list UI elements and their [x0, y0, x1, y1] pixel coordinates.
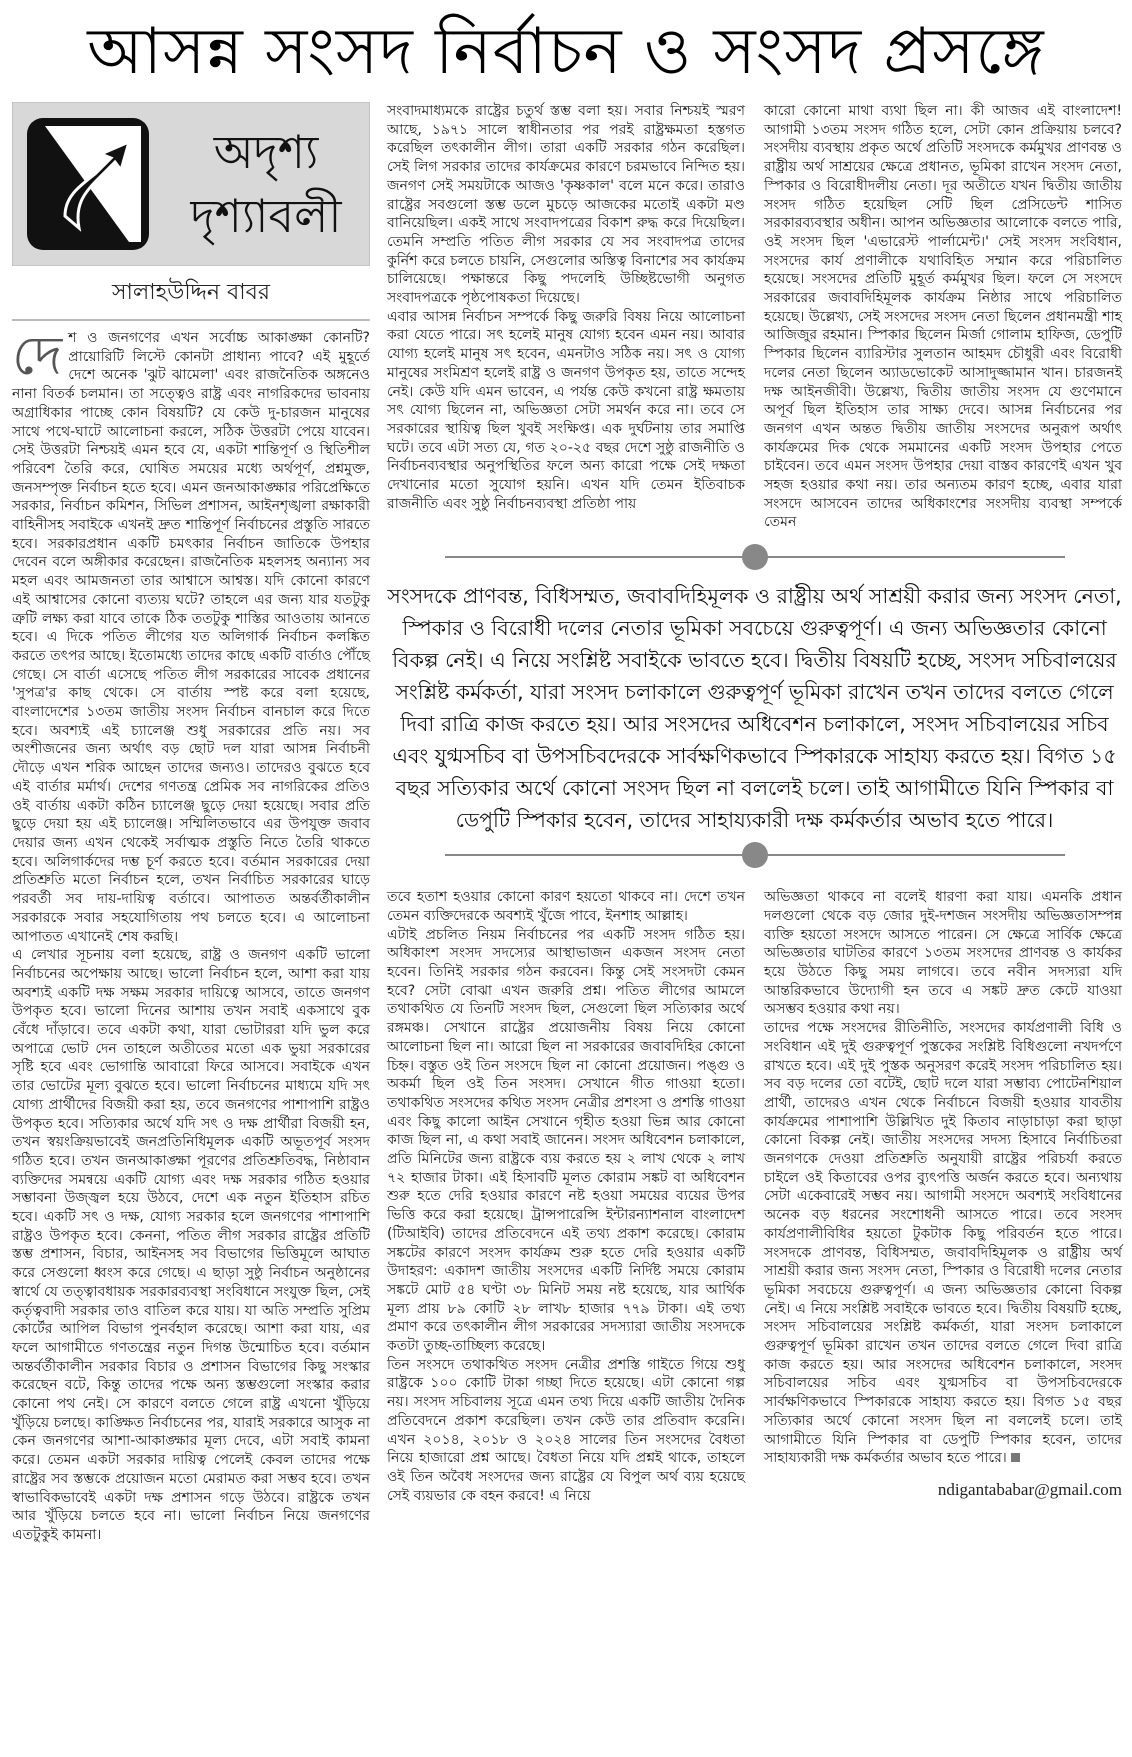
- logo-line-2: দৃশ্যাবলী: [190, 189, 342, 243]
- paragraph: তিন সংসদে তথাকথিত সংসদ নেত্রীর প্রশস্তি গাইতে গিয়ে শুধু রাষ্ট্রকে ১০০ কোটি টাকা গচ্ছা দিতে হয়েছে। এটা কোনো গল্প নয়। সংসদ সচিবালয় সূত্রে এমন তথ্য দিয়ে একটি জাতীয় দৈনিক প্রতিবেদনে প্রকাশ করেছিল। তখন কেউ তার প্রতিবাদ করেনি। এখন ২০১৪, ২০১৮ ও ২০২৪ সালের তিন সংসদের বৈধতা নিয়ে হাজারো প্রশ্ন আছে। বৈধতা নিয়ে যদি প্রশ্নই থাকে, তাহলে ওই তিন অবৈধ সংসদের জন্য রাষ্ট্রের যে বিপুল অর্থ ব্যয় হয়েছে সেই ব্যয়ভার কে বহন করবে! এ নিয়ে: [387, 1356, 745, 1504]
- top-columns: [387, 102, 1122, 532]
- column-logo-text: [175, 120, 357, 249]
- pull-quote: সংসদকে প্রাণবন্ত, বিধিসম্মত, জবাবদিহিমূলক ও রাষ্ট্রীয় অর্থ সাশ্রয়ী করার জন্য সংসদ নেতা, স্পিকার ও বিরোধী দলের নেতার ভূমিকা সবচেয়ে গুরুত্বপূর্ণ। এ জন্য অভিজ্ঞতার কোনো বিকল্প নেই। এ নিয়ে সংশ্লিষ্ট সবাইকে ভাবতে হবে। দ্বিতীয় বিষয়টি হচ্ছে, সংসদ সচিবালয়ের সংশ্লিষ্ট কর্মকর্তা, যারা সংসদ চলাকালে গুরুত্বপূর্ণ ভূমিকা রাখেন তখন তাদের বলতে গেলে দিবা রাত্রি কাজ করতে হয়। আর সংসদের অধিবেশন চলাকালে, সংসদ সচিবালয়ের সচিব এবং যুগ্মসচিব বা উপসচিবদেরকে সার্বক্ষণিকভাবে স্পিকারকে সাহায্য করতে হয়। বিগত ১৫ বছর সত্যিকার অর্থে কোনো সংসদ ছিল না বললেই চলে। তাই আগামীতে যিনি স্পিকার বা ডেপুটি স্পিকার হবেন, তাদের সাহায্যকারী দক্ষ কর্মকর্তার অভাব হতে পারে।: [387, 584, 1122, 833]
- article-column-right-bottom: [764, 888, 1122, 1468]
- article-column-left: [12, 324, 370, 1545]
- paragraph: [12, 324, 370, 946]
- column-logo: [12, 102, 370, 266]
- article-column-middle-top: [387, 102, 745, 513]
- paragraph: সংবাদমাধ্যমকে রাষ্ট্রের চতুর্থ স্তম্ভ বলা হয়। সবার নিশ্চয়ই স্মরণ আছে, ১৯৭১ সালে স্বাধীনতার পর পরই রাষ্ট্রক্ষমতা হস্তগত করেছিল তৎকালীন লীগ। তারা একটি সরকার গঠন করেছিল। সেই লিগ সরকার তাদের কার্যক্রমের কারণে চরমভাবে নিন্দিত হয়। জনগণ সেই সময়টাকে আজও 'কৃষ্ণকাল' বলে মনে করে। তারাও রাষ্ট্রের সবগুলো স্তম্ভ ডলে মুচড়ে আজকের মতোই একটা মণ্ড বানিয়েছিল। একই সাথে সংবাদপত্রের বিকাশ রুদ্ধ করে দিয়েছিল। তেমনি সম্প্রতি পতিত লীগ সরকার যে সব সংবাদপত্র তাদের কুর্নিশ করে চলতে চায়নি, সেগুলোর অস্তিত্ব বিনাশের সব কার্যক্রম চালিয়েছে। পক্ষান্তরে কিছু পদলেহি উচ্ছিষ্টভোগী অনুগত সংবাদপত্রকে পৃষ্ঠপোষকতা দিয়েছে।: [387, 103, 745, 307]
- paragraph: অভিজ্ঞতা থাকবে না বলেই ধারণা করা যায়। এমনকি প্রধান দলগুলো থেকে বড় জোর দুই-দশজন সংসদীয় অভিজ্ঞতাসম্পন্ন ব্যক্তি হয়তো সংসদে আসতে পারেন। সে ক্ষেত্রে সার্বিক ক্ষেত্রে অভিজ্ঞতার ঘাটতির কারণে ১৩তম সংসদের প্রাণবন্ত ও কার্যকর হয়ে উঠতে কিছু সময় লাগবে। তবে নবীন সদস্যরা যদি আন্তরিকভাবে উদ্যোগী হন তবে এ সঙ্কট দ্রুত কেটে যাওয়া অসম্ভব হওয়ার কথা নয়।: [764, 889, 1122, 1018]
- author-byline: সালাহউদ্দিন বাবর: [111, 280, 271, 305]
- pull-quote-divider-top: [445, 556, 1065, 558]
- logo-line-1: অদৃশ্য: [213, 124, 319, 179]
- byline-divider: [12, 319, 370, 321]
- article-column-middle-bottom: [387, 888, 745, 1505]
- article-column-right-top: [764, 102, 1122, 532]
- divider-dot-icon: [742, 842, 768, 868]
- arrow-logo-icon: [25, 116, 151, 252]
- paragraph: এ লেখার সূচনায় বলা হয়েছে, রাষ্ট্র ও জনগণ একটি ভালো নির্বাচনের অপেক্ষায় আছে। ভালো নির্বাচন হলে, আশা করা যায় অবশ্যই একটি দক্ষ সক্ষম সরকার দায়িত্বে আসবে, তাতে জনগণ উপকৃত হবে। ভালো দিনের আশায় তখন সবাই একসাথে বুক বেঁধে দাঁড়াবে। তবে একটা কথা, যারা ভোটাররা যদি ভুল করে অপাত্রে ভোট দেন তাহলে অতীতের মতো এক ভুয়া সরকারের সৃষ্টি হবে এবং ভোগান্তি আবারো ফিরে আসবে। সবাইকে এখন তার ভোটের মূল্য বুঝতে হবে। ভালো নির্বাচনের মাধ্যমে যদি সৎ যোগ্য প্রার্থীদের বিজয়ী করা হয়, তবে জনগণের পাশাপাশি রাষ্ট্রও উপকৃত হবে। সত্যিকার অর্থে যদি সৎ ও দক্ষ প্রার্থীরা বিজয়ী হন, তখন স্বয়ংক্রিয়ভাবেই জনপ্রতিনিধিমূলক একটি অভূতপূর্ব সংসদ গঠিত হবে। তখন জনআকাঙ্ক্ষা পূরণের প্রতিশ্রুতিবদ্ধ, নিষ্ঠাবান ব্যক্তিদের সমন্বয়ে একটি যোগ্য এবং দক্ষ সরকার গঠিত হওয়ার সম্ভাবনা উজ্জ্বল হয়ে উঠবে, দেশে এক নতুন ইতিহাস রচিত হবে। একটি সৎ ও দক্ষ, যোগ্য সরকার হলে জনগণের পাশাপাশি রাষ্ট্রও উপকৃত হবে। কেননা, পতিত লীগ সরকার রাষ্ট্রের প্রতিটি স্তম্ভ প্রশাসন, বিচার, আইনসহ সব বিভাগের ভিত্তিমূলে আঘাত করে সেগুলো ধ্বংস করে গেছে। এ ছাড়া সুষ্ঠু নির্বাচন অনুষ্ঠানের স্বার্থে যে তত্ত্বাবধায়ক সরকারব্যবস্থা সংবিধানে সংযুক্ত ছিল, সেই কর্তৃত্ববাদী সরকার তাও বাতিল করে যায়। যা অতি সম্প্রতি সুপ্রিম কোর্টের আপিল বিভাগ পুনর্বহাল করেছে। আশা করা যায়, এর ফলে আগামীতে গণতন্ত্রের নতুন দিগন্ত উন্মোচিত হবে। বর্তমান অন্তর্বর্তীকালীন সরকার বিচার ও প্রশাসন বিভাগের কিছু সংস্কার করেছেন বটে, কিন্তু তাদের পক্ষে অন্য স্তম্ভগুলো সংস্কার করার কোনো পথ নেই। সে কারণে বলতে গেলে রাষ্ট্র এখনো খুঁড়িয়ে খুঁড়িয়ে চলছে। কাঙ্ক্ষিত নির্বাচনের পর, যারাই সরকারে আসুক না কেন জনগণের আশা-আকাঙ্ক্ষার মূল্য দেবে, এটা সবাই কামনা করে। তেমন একটা সরকার দায়িত্ব পেলেই কেবল তাদের পক্ষে রাষ্ট্রের সব স্তম্ভকে প্রয়োজন মতো মেরামত করা সম্ভব হবে। তখন স্বাভাবিকভাবেই একটা দক্ষ প্রশাসন গড়ে উঠবে। রাষ্ট্রকে তখন আর খুঁড়িয়ে চলতে হবে না। ভালো নির্বাচন নিয়ে জনগণের এতটুকুই কামনা।: [12, 947, 370, 1543]
- paragraph-text: শ ও জনগণের এখন সর্বোচ্চ আকাঙ্ক্ষা কোনটি? প্রায়োরিটি লিস্টে কোনটা প্রাধান্য পাবে? এই মুহূর্তে দেশে অনেক 'ঝুট ঝামেলা' এবং রাজনৈতিক অঙ্গনেও নানা বিতর্ক চলমান। তা সত্ত্বেও রাষ্ট্র এবং নাগরিকদের ভাবনায় অগ্রাধিকার পাচ্ছে কোন বিষয়টি? যে কেউ দু-চারজন মানুষের সাথে পথে-ঘাটে আলোচনা করলে, সঠিক উত্তরটা পেয়ে যাবেন। সেই উত্তরটা নিশ্চয়ই এমন হবে যে, একটা শান্তিপূর্ণ ও স্থিতিশীল পরিবেশ তৈরি করে, ঘোষিত সময়ের মধ্যে অর্থপূর্ণ, প্রশ্নমুক্ত, জনসম্পৃক্ত নির্বাচন হতে হবে। এমন জনআকাঙ্ক্ষার পরিপ্রেক্ষিতে সরকার, নির্বাচন কমিশন, সিভিল প্রশাসন, আইনশৃঙ্খলা রক্ষাকারী বাহিনীসহ সবাইকে এখনই দ্রুত শান্তিপূর্ণ নির্বাচনের প্রস্তুতি সারতে হবে। সরকারপ্রধান একটি চমৎকার নির্বাচন জাতিকে উপহার দেবেন বলে অঙ্গীকার করেছেন। রাজনৈতিক মহলসহ অন্যান্য সব মহল এবং আমজনতা তার আশ্বাসে আশ্বস্ত। যদি কোনো কারণে এই আশ্বাসের কোনো ব্যত্যয় ঘটে? তাহলে এর জন্য যার যতটুকু ত্রুটি লক্ষ্য করা যাবে তাকে ঠিক ততটুকু শাস্তির আওতায় আনতে হবে। এ দিকে পতিত লীগের যত অলিগার্ক নির্বাচন কলঙ্কিত করতে তৎপর আছে। ইতোমধ্যে তাদের কাছে একটি বার্তাও পৌঁছে গেছে। সে বার্তা এসেছে পতিত লীগ সরকারের সাবেক প্রধানের 'সুপত্র'র কাছ থেকে। সে বার্তায় স্পষ্ট করে বলা হয়েছে, বাংলাদেশের ১৩তম জাতীয় সংসদ নির্বাচন বানচাল করে দিতে হবে। অবশ্যই এই চ্যালেঞ্জ শুধু সরকারের প্রতি নয়। সব অংশীজনের জন্য অর্থাৎ বড় ছোট দল যারা আসন্ন নির্বাচনী দৌড়ে এখন শরিক আছেন তাদের জন্যও। তাদেরও বুঝতে হবে এই বার্তার মর্মার্থ। দেশের গণতন্ত্র প্রেমিক সব নাগরিকের প্রতিও ওই বার্তায় একটা কঠিন চ্যালেঞ্জ ছুড়ে দেয়া হয়েছে। সবার প্রতি ছুড়ে দেয়া হয় এই চ্যালেঞ্জ। সম্মিলিতভাবে এর উপযুক্ত জবাব দেয়ার জন্য এখন থেকেই সর্বাত্মক প্রস্তুতি নিতে তৈরি থাকতে হবে। অলিগার্কদের দম্ভ চূর্ণ করতে হবে। বর্তমান সরকারের দেয়া প্রতিশ্রুতি মতো নির্বাচন হলে, তখন নির্বাচিত সরকারের ঘাড়ে পরবর্তী সব দায়-দায়িত্ব বর্তাবে। আপাতত অন্তর্বর্তীকালীন সরকারকে সবার সহযোগিতায় পথ চলতে হবে। এ আলোচনা আপাতত এখানেই শেষ করছি।: [12, 330, 370, 945]
- article-body: [0, 102, 1132, 1557]
- author-email: ndigantababar@gmail.com: [937, 1479, 1122, 1499]
- paragraph: কারো কোনো মাথা ব্যথা ছিল না। কী আজব এই বাংলাদেশ! আগামী ১৩তম সংসদ গঠিত হলে, সেটা কোন প্রক্রিয়ায় চলবে? সংসদীয় ব্যবস্থায় প্রকৃত অর্থে প্রতিটি সংসদকে কর্মমুখর প্রাণবন্ত ও রাষ্ট্রীয় অর্থ সাশ্রয়ের ক্ষেত্রে প্রধানত, ভূমিকা রাখেন সংসদ নেতা, স্পিকার ও বিরোধীদলীয় নেতা। দূর অতীতে যখন দ্বিতীয় জাতীয় সংসদ গঠিত হয়েছিল সেটি ছিল প্রেসিডেন্ট শাসিত সরকারব্যবস্থার অধীন। আপন অভিজ্ঞতার আলোকে বলতে পারি, ওই সংসদ ছিল 'এভারেস্ট পার্লামেন্ট।' সেই সংসদ সংবিধান, সংসদের কার্য প্রণালীকে যথাবিহিত সম্মান করে পরিচালিত হয়েছে। সংসদের প্রতিটি মুহূর্ত কর্মমুখর ছিল। ফলে সে সংসদে সরকারের জবাবদিহিমূলক কার্যক্রম নিষ্ঠার সাথে পরিচালিত হয়েছে। উল্লেখ্য, সেই সংসদের সংসদ নেতা ছিলেন প্রধানমন্ত্রী শাহ আজিজুর রহমান। স্পিকার ছিলেন মির্জা গোলাম হাফিজ, ডেপুটি স্পিকার ছিলেন ব্যারিস্টার সুলতান আহমদ চৌধুরী এবং বিরোধী দলের নেতা ছিলেন অ্যাডভোকেট আসাদুজ্জামান খান। চারজনই দক্ষ আইনজীবী। উল্লেখ্য, দ্বিতীয় জাতীয় সংসদ যে গুণেমানে অপূর্ব ছিল ইতিহাস তার সাক্ষ্য দেবে। আসন্ন নির্বাচনের পর জনগণ এখন অন্তত দ্বিতীয় জাতীয় সংসদের অনুরূপ অর্থাৎ কার্যক্রমের দিক থেকে সমমানের একটি সংসদ উপহার পেতে চাইবেন। তবে এমন সংসদ উপহার দেয়া বাস্তব কারণেই এখন খুব সহজ হওয়ার কথা নয়। তার অন্যতম কারণ হচ্ছে, এবার যারা সংসদে আসবেন তাদের অধিকাংশের সংসদীয় ব্যবস্থা সম্পর্কে তেমন: [764, 103, 1122, 531]
- bottom-columns: [387, 888, 1122, 1505]
- paragraph-text: তাদের পক্ষে সংসদের রীতিনীতি, সংসদের কার্যপ্রণালী বিধি ও সংবিধান এই দুই গুরুত্বপূর্ণ পুস্তকের সংশ্লিষ্ট বিধিগুলো নখদর্পণে রাখতে হবে। এই দুই পুস্তক অনুসরণ করেই সংসদ পরিচালিত হয়। সব বড় দলের তো বটেই, ছোট দলে যারা সম্ভাব্য পোটেনশিয়াল প্রার্থী, তাদেরও এখন থেকে নির্বাচনে বিজয়ী হওয়ার যাবতীয় কার্যক্রমের পাশাপাশি উল্লিখিত দুই কিতাব নাড়াচাড়া করা ছাড়া কোনো বিকল্প নেই। জাতীয় সংসদের সদস্য হিসাবে নির্বাচিতরা জনগণকে দেওয়া প্রতিশ্রুতি অনুযায়ী রাষ্ট্রের পরিচর্যা করতে চাইলে ওই কিতাবের ওপর ব্যুৎপত্তি অর্জন করতে হবে। অন্যথায় সেটা একেবারেই সম্ভব নয়। আগামী সংসদে অবশ্যই সংবিধানের অনেক বড় ধরনের সংশোধনী আসতে পারে। তবে সংসদ কার্যপ্রণালীবিধির হয়তো টুকটাক কিছু পরিবর্তন হতে পারে। সংসদকে প্রাণবন্ত, বিধিসম্মত, জবাবদিহিমূলক ও রাষ্ট্রীয় অর্থ সাশ্রয়ী করার জন্য সংসদ নেতা, স্পিকার ও বিরোধী দলের নেতার ভূমিকা সবচেয়ে গুরুত্বপূর্ণ। এ জন্য অভিজ্ঞতার কোনো বিকল্প নেই। এ নিয়ে সংশ্লিষ্ট সবাইকে ভাবতে হবে। দ্বিতীয় বিষয়টি হচ্ছে, সংসদ সচিবালয়ের সংশ্লিষ্ট কর্মকর্তা, যারা সংসদ চলাকালে গুরুত্বপূর্ণ ভূমিকা রাখেন তখন তাদের বলতে গেলে দিবা রাত্রি কাজ করতে হয়। আর সংসদের অধিবেশন চলাকালে, সংসদ সচিবালয়ের সচিব এবং যুগ্মসচিব বা উপসচিবদেরকে সার্বক্ষণিকভাবে স্পিকারকে সাহায্য করতে হয়। বিগত ১৫ বছর সত্যিকার অর্থে কোনো সংসদ ছিল না বললেই চলে। তাই আগামীতে যিনি স্পিকার বা ডেপুটি স্পিকার হবেন, তাদের সাহায্যকারী দক্ষ কর্মকর্তার অভাব হতে পারে।: [764, 1020, 1122, 1467]
- left-section: [12, 102, 370, 1545]
- end-mark-icon: [1011, 1453, 1020, 1462]
- headline: আসন্ন সংসদ নির্বাচন ও সংসদ প্রসঙ্গে: [87, 15, 1045, 89]
- pull-quote-divider-bottom: [445, 854, 1065, 856]
- right-bottom-wrapper: [764, 888, 1122, 1502]
- paragraph: [764, 1019, 1122, 1468]
- drop-cap: দে: [12, 324, 63, 387]
- right-section: [387, 102, 1122, 1505]
- divider-dot-icon: [742, 544, 768, 570]
- paragraph: তবে হতাশ হওয়ার কোনো কারণ হয়তো থাকবে না। দেশে তখন তেমন ব্যক্তিদেরকে অবশ্যই খুঁজে পাবে, ইনশাহ আল্লাহ।: [387, 889, 745, 924]
- paragraph: এটাই প্রচলিত নিয়ম নির্বাচনের পর একটি সংসদ গঠিত হয়। অধিকাংশ সংসদ সদস্যের আস্থাভাজন একজন সংসদ নেতা হবেন। তিনিই সরকার গঠন করবেন। কিন্তু সেই সংসদটা কেমন হবে? সেটা বোঝা এখন জরুরি প্রশ্ন। পতিত লীগের আমলে তথাকথিত যে তিনটি সংসদ ছিল, সেগুলো ছিল সত্যিকার অর্থে রঙ্গমঞ্চ। সেখানে রাষ্ট্রের প্রয়োজনীয় বিষয় নিয়ে কোনো আলোচনা ছিল না। আরো ছিল না সরকারের জবাবদিহির কোনো চিহ্ন। বস্তুত ওই তিন সংসদে ছিল না কোনো প্রয়োজন। পঙ্গু ও অকর্মা ছিল ওই তিন সংসদ। সেখানে গীত গাওয়া হতো। তথাকথিত সংসদের কথিত সংসদ নেত্রীর প্রশংসা ও প্রশস্তি গাওয়া এবং কিছু কালো আইন সেখানে গৃহীত হওয়া ভিন্ন আর কোনো কাজ ছিল না, এ কথা সবাই জানেন। সংসদ অধিবেশন চলাকালে, প্রতি মিনিটের জন্য রাষ্ট্রকে ব্যয় করতে হয় ২ লাখ থেকে ২ লাখ ৭২ হাজার টাকা। এই হিসাবটি মূলত কোরাম সঙ্কট বা অধিবেশন শুরু হতে দেরি হওয়ার কারণে নষ্ট হওয়া সময়ের ব্যয়ের উপর ভিত্তি করে করা হয়েছে। ট্রান্সপারেন্সি ইন্টারন্যাশনাল বাংলাদেশ (টিআইবি) তাদের প্রতিবেদনে এই তথ্য প্রকাশ করেছে। কোরাম সঙ্কটের কারণে সংসদ কার্যক্রম শুরু হতে দেরি হওয়ার একটি উদাহরণ: একাদশ জাতীয় সংসদের একটি নির্দিষ্ট সময়ে কোরাম সঙ্কটে মোট ৫৪ ঘণ্টা ৩৮ মিনিট সময় নষ্ট হয়েছে, যার আর্থিক মূল্য প্রায় ৮৯ কোটি ২৮ লাখ৮ হাজার ৭৭৯ টাকা। এই তথ্য প্রমাণ করে তৎকালীন লীগ সরকারের সদস্যারা জাতীয় সংসদকে কতটা তুচ্ছ-তাচ্ছিল্য করেছে।: [387, 926, 745, 1355]
- paragraph: এবার আসন্ন নির্বাচন সম্পর্কে কিছু জরুরি বিষয় নিয়ে আলোচনা করা যেতে পারে। সৎ হলেই মানুষ যোগ্য হবেন এমন নয়। আবার যোগ্য হলেই মানুষ সৎ হবেন, এমনটাও সঠিক নয়। সৎ ও যোগ্য মানুষের সংমিশ্রণ হলেই রাষ্ট্র ও জনগণ উপকৃত হয়, তাতে সন্দেহ নেই। কেউ যদি এমন ভাবেন, এ পর্যন্ত কেউ কখনো রাষ্ট্র ক্ষমতায় সৎ যোগ্য ছিলেন না, অভিজ্ঞতা সেটা সমর্থন করে না। তবে সে সরকারের স্থায়িত্ব ছিল খুবই সংক্ষিপ্ত। এক দুর্ঘটনায় তার সমাপ্তি ঘটে। তবে এটা সত্য যে, গত ২০-২৫ বছর দেশে সুষ্ঠু রাজনীতি ও নির্বাচনব্যবস্থার অনুপস্থিতির ফলে অন্য কারো পক্ষে সেই দক্ষতা দেখানোর মতো সুযোগ হয়নি। এখন যদি তেমন ইতিবাচক রাজনীতি এবং সুষ্ঠু নির্বাচনব্যবস্থা প্রতিষ্ঠা পায়: [387, 308, 745, 512]
